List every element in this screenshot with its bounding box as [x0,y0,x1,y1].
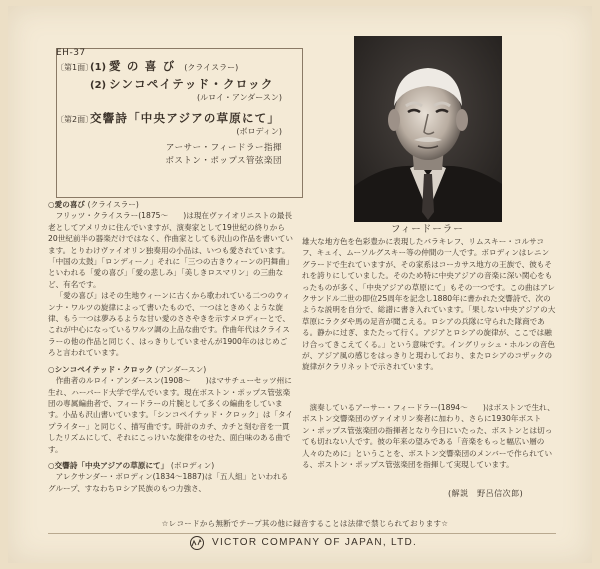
conductor-credit: アーサー・フィードラー指揮 [165,143,282,153]
paragraph-borodin-cont: 雄大な地方色を色彩豊かに表現したバラキレフ、リムスキー・コルサコフ、キュイ、ムーソルグスキー等の仲間の一人です。ボロディンはレニングラードで生れていますが、その家系はコーカサス地方の王族で、彼もそれを誇りにしていました。そのため特に中央アジアの音楽に深い関心をもったものが多く、「中央アジアの草原にて」もその一つです。この曲はアレクサンドル二世の即位25周年を記念し1880年に書かれた交響詩で、次のような説明を自分で、総譜に書き入れています。「果しない中央アジアの大草原にラクダや馬の足音が聞こえる。ロシアの兵隊に守られた隊商である。静かに过ぎ、またたって行く。アジアとロシアの旋律が、ここでは融け合ってきこえてくる。」という意味です。イングリッシュ・ホルンの音色が、アジア風の感じをはっきりと現わしており、またロシアのコザックの旋律がクラリネットで示されています。 [302,237,556,372]
track2-composer: (ルロイ・アンダースン) [197,93,282,102]
notes-left [48,196,294,516]
track2-number: (2) [90,80,107,91]
notes-author-credit: (解説 野呂信次郎) [448,489,524,498]
orchestra-credit: ボストン・ポップス管弦楽団 [165,156,282,166]
conductor-photo [354,36,502,222]
paragraph-fiedler: 演奏しているアーサー・フィードラー(1894〜 )はボストンで生れ、ボストン交響楽団のヴァイオリン奏者に加わり、さらに1930年ボストン・ポップス管弦楽団の指揮者となり今日にいたった、ボストンとは切っても切れない人です。彼の年来の望みである「音楽をもっと幅広い層の人々のために」ということを、ボストン交響楽団のメンバーで作られている、ボストン・ポップス管弦楽団を指揮して実現しています。 [302,403,555,470]
track2-title: シンコペイテッド・クロック [108,77,274,91]
paragraph-borodin-start: アレクサンダー・ボロディン(1834〜1887)は「五人組」といわれるグループ、すなわちロシア民族のもつ力強さ、 [48,472,289,493]
his-masters-voice-logo-icon [188,536,206,550]
photo-caption: フィードーラー [391,224,464,235]
paragraph-liebesfreud: 「愛の喜び」はその生地ウィーンに古くから歌われている二つのウィンナ・ワルツの旋律によって書いたもので、一つはときめくような旋律、もう一つは夢みるような甘い愛のささやきを示すメロディーとで、これが中心になっているワルツ調の上品な曲です。作曲年代はクライスラーの他の作品と同じく、はっきりしていませんが1900年のはじめごろと言われています。 [48,291,290,358]
side1-label: 〔第1面〕 [56,63,94,72]
track-list [56,48,296,168]
paragraph-anderson: 作曲者のルロイ・アンダースン(1908〜 )はマサチューセッツ州に生れ、ハーバード大学で学んでいます。現在ボストン・ポップス管弦楽団の専属編曲者で、フィードラーの片腕として多くの編曲をしています。小品も沢山書いています。「シンコペイテッド・クロック」は「タイプライター」と同じく、描写曲です。時計のカチ、カチと刻む音を一貫したリズムにして、それにこっけいな旋律をのせた、面白味のある曲です。 [48,376,294,454]
notes-right-upper [302,236,556,396]
track1-title: 愛 の 喜 び [108,59,176,73]
track3-title: 交響詩「中央アジアの草原にて」 [90,111,281,125]
track1-composer: (クライスラー) [184,63,239,72]
copyright-notice: ☆レコードから無断でテープ其の他に録音することは法律で禁じられております☆ [161,519,449,528]
company-name: VICTOR COMPANY OF JAPAN, LTD. [212,537,418,548]
fiedler-portrait-image [354,36,502,222]
track1-number: (1) [90,62,107,73]
heading-syncopated-clock: ○シンコペイテッド・クロック (アンダースン) [48,364,207,374]
track3-composer: (ボロディン) [236,127,282,136]
footer-company [188,532,428,554]
heading-ai-no-yorokobi: ○愛の喜び (クライスラー) [48,200,139,209]
notes-right-lower [302,402,556,482]
heading-steppes: ○交響詩「中央アジアの草原にて」 (ボロディン) [48,460,215,470]
side2-label: 〔第2面〕 [56,115,94,124]
paragraph-kreisler-intro: フリッツ・クライスラー(1875〜 )は現在ヴァイオリニストの最長老としてアメリカに住んでいますが、演奏家として19世紀の終りから20世紀前半の器楽だけではなく、作曲家としても沢山の作品を書いています。とりわけヴァイオリン独奏用の小品は、いつも愛されています。「中国の太鼓」「ロンディーノ」それに「三つの古きウィーンの円舞曲」といわれる「愛の喜び」「愛の悲しみ」「美しきロスマリン」の三曲など、有名です。 [48,211,294,289]
catalog-number: EH-37 [56,48,86,58]
